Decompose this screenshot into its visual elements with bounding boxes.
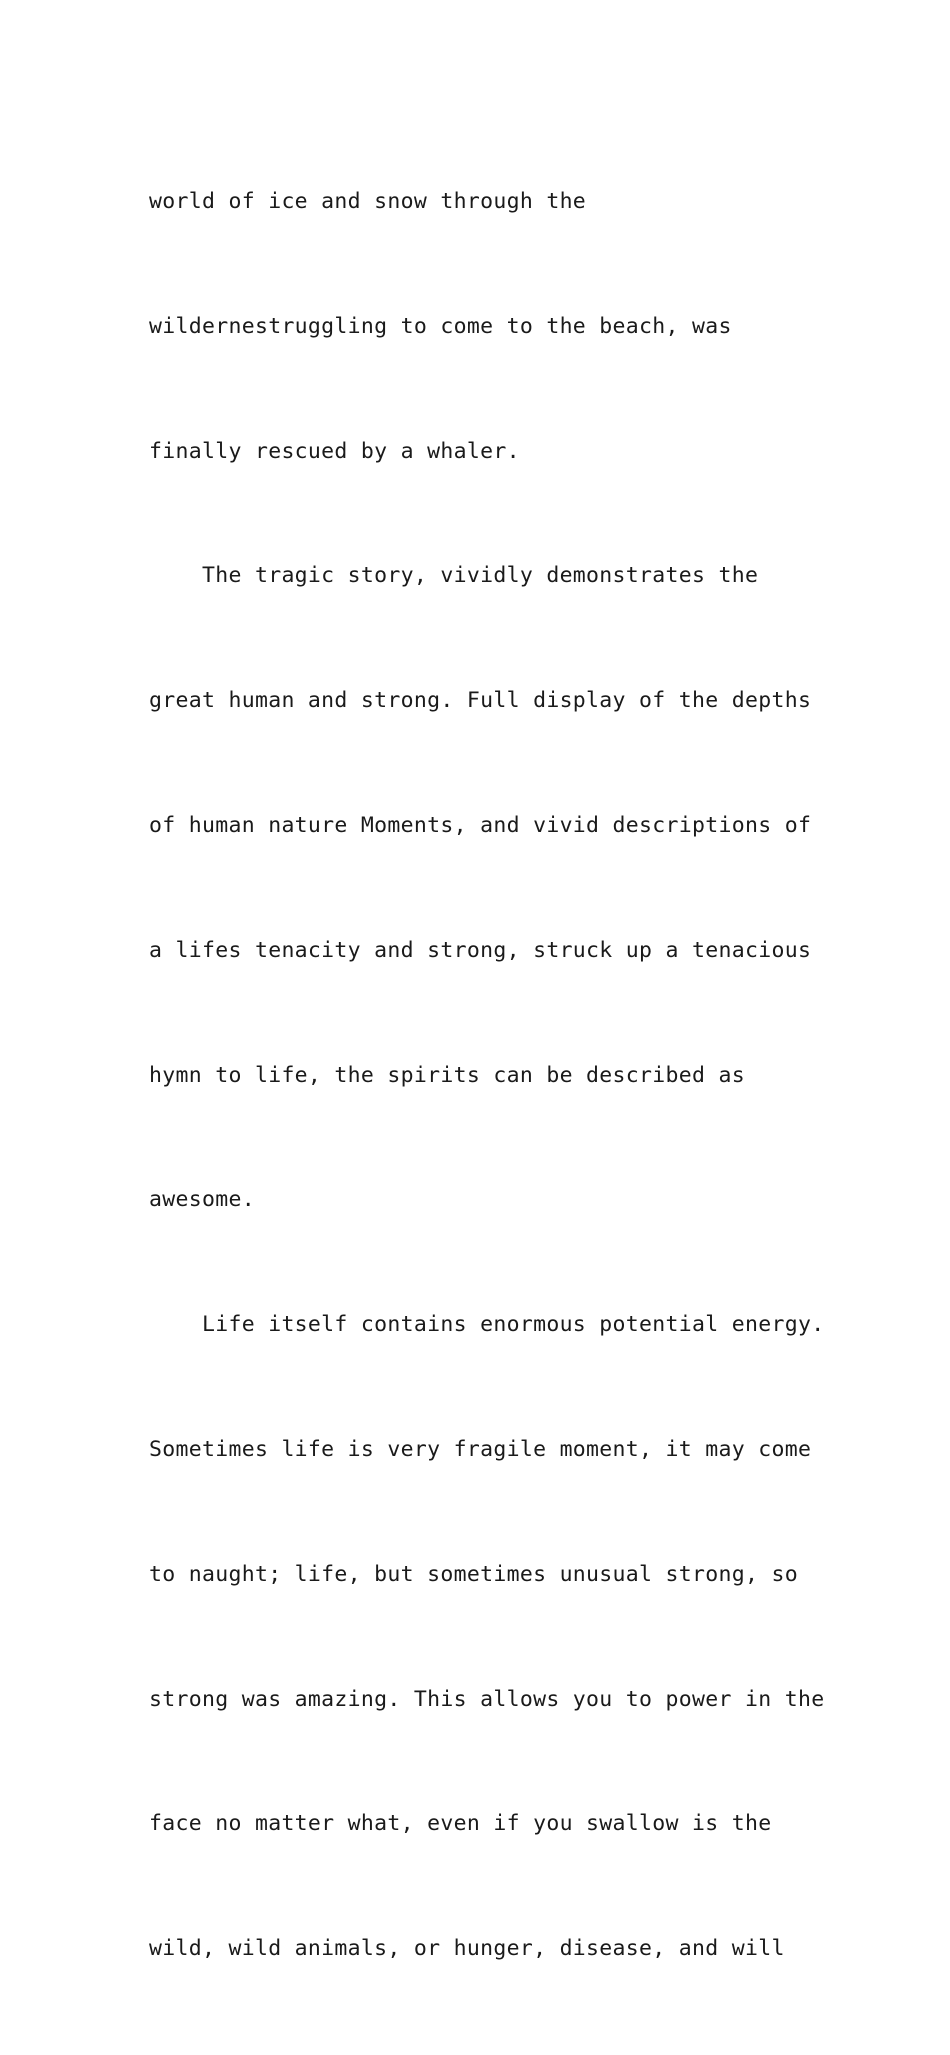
text-line: great human and strong. Full display of the depths xyxy=(149,688,812,714)
text-line: to naught; life, but sometimes unusual strong, so xyxy=(149,1561,798,1587)
paragraph-start-line: Life itself contains enormous potential energy. xyxy=(149,1312,825,1338)
text-line: wildernestruggling to come to the beach, was xyxy=(149,313,732,339)
text-line: strong was amazing. This allows you to power in the xyxy=(149,1686,825,1712)
paragraph-start-line: The tragic story, vividly demonstrates the xyxy=(149,563,759,589)
text-line: Sometimes life is very fragile moment, it may come xyxy=(149,1436,812,1462)
text-line: finally rescued by a whaler. xyxy=(149,438,520,464)
text-line: hymn to life, the spirits can be described as xyxy=(149,1062,745,1088)
text-line: a lifes tenacity and strong, struck up a tenacious xyxy=(149,937,812,963)
text-line: of human nature Moments, and vivid descriptions of xyxy=(149,812,812,838)
text-line: wild, wild animals, or hunger, disease, and will xyxy=(149,1936,785,1962)
text-line: awesome. xyxy=(149,1187,255,1213)
text-line: face no matter what, even if you swallow is the xyxy=(149,1811,772,1837)
text-line: world of ice and snow through the xyxy=(149,189,587,214)
body-text xyxy=(149,133,829,2055)
